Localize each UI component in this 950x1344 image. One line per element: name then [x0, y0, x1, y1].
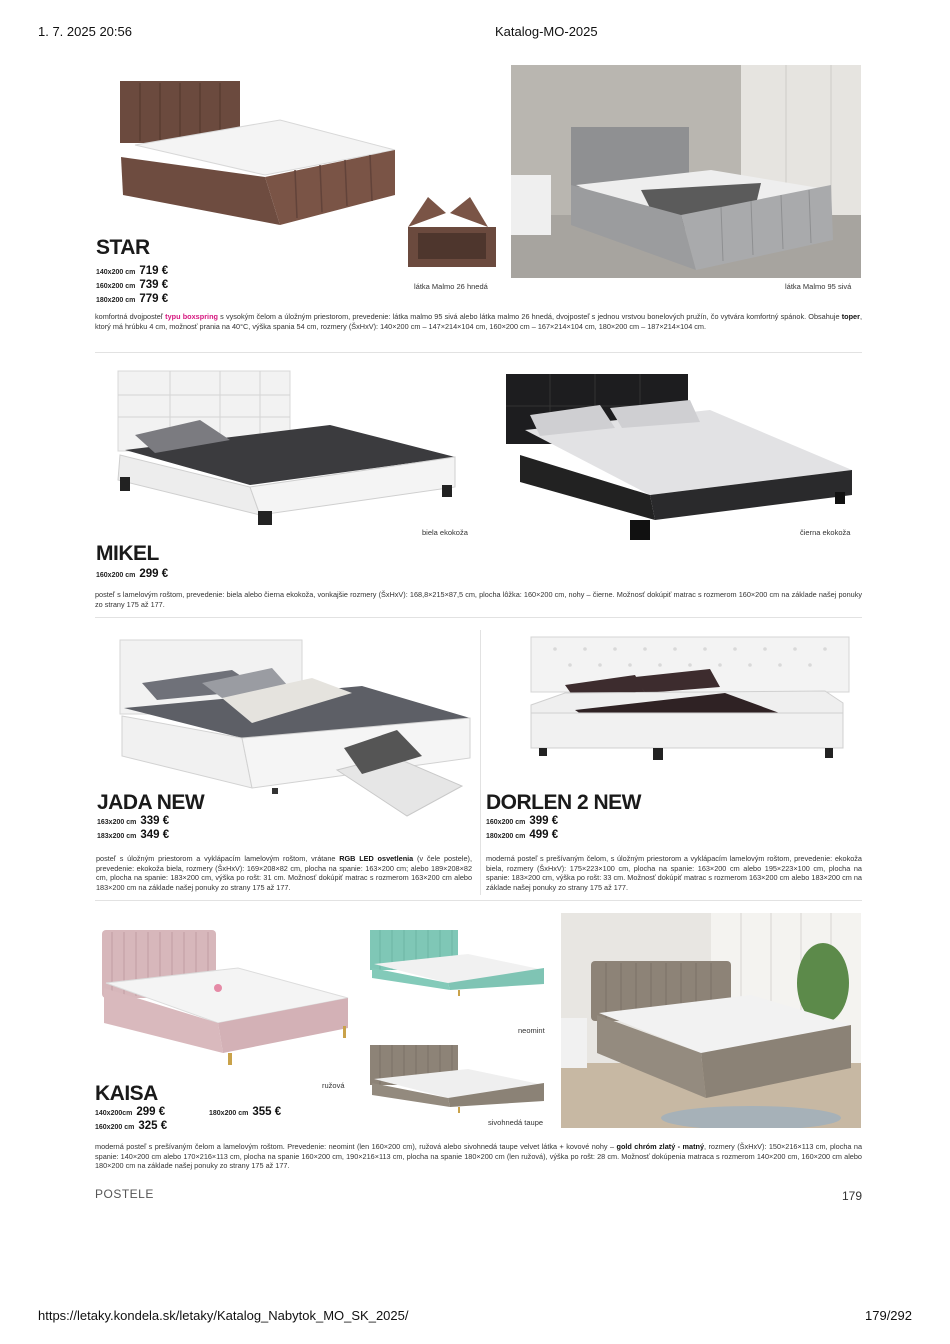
mikel-price-list [96, 568, 168, 582]
jada-title: JADA NEW [97, 791, 205, 814]
star-price-row [96, 265, 168, 279]
desc-text: (v čele postele), prevedenie: ekokoža biela, rozmery (ŠxHxV): 169×208×82 cm, plocha na spanie: 163×200 cm; alebo 189×208×82 cm, plocha na spanie: 183×200 cm, výška po rošt: 31 cm. Možnosť dokúpiť matrac s rozmerom 163×200 cm alebo 183×200 cm na základe našej ponuky zo strany 175 až 177. [96, 854, 472, 892]
desc-text: moderná posteľ s prešívaným čelom a lamelovým roštom. Prevedenie: neomint (len 160×200 cm), ružová alebo sivohnedá taupe velvet látka + kovové nohy – [95, 1142, 617, 1151]
desc-bold: gold chróm zlatý - matný [616, 1142, 705, 1151]
kaisa-bedroom-photo [561, 913, 861, 1128]
desc-text: , rozmery (ŠxHxV): 150×216×113 cm, plocha na spanie: 140×200 cm alebo 170×216×113 cm, plocha na spanie 160×200 cm, 190×216×113 cm, plocha na spanie 180×200 cm (len ružová), výška po rošt: 28 cm. Možnosť dokúpenia matraca s rozmerom 140×200 cm, 160×200 cm alebo 180×200 cm na základe našej ponuky zo strany 175 až 177. [95, 1142, 863, 1170]
price-value: 299 € [136, 1106, 166, 1118]
desc-bold: toper [841, 312, 860, 321]
star-caption-brown: látka Malmo 26 hnedá [414, 282, 488, 291]
desc-highlight: typu boxspring [165, 312, 218, 321]
price-size: 160x200 cm [96, 283, 136, 290]
jada-description [96, 854, 472, 892]
star-storage-detail-image [398, 193, 498, 271]
kaisa-price-list [95, 1106, 167, 1134]
star-grey-bedroom-photo [511, 65, 861, 278]
star-price-row [96, 279, 168, 293]
kaisa-caption-taupe: sivohnedá taupe [488, 1118, 544, 1127]
kaisa-mint-bed-image [368, 928, 548, 998]
price-size: 180x200 cm [209, 1110, 249, 1117]
desc-text: s vysokým čelom a úložným priestorom, prevedenie: látka malmo 95 sivá alebo látka malmo 26 hnedá, dvojposteľ s jednou vrstvou bonelových pružín, čo vytvára komfortný spánok. Obsahuje [217, 312, 842, 321]
price-value: 719 € [139, 265, 169, 277]
kaisa-pink-bed-image [98, 928, 353, 1068]
price-value: 299 € [139, 568, 169, 580]
section-divider [95, 617, 862, 618]
price-value: 339 € [140, 815, 170, 827]
mikel-caption-black: čierna ekokoža [800, 528, 851, 537]
star-title: STAR [96, 236, 150, 259]
price-size: 160x200 cm [486, 819, 526, 826]
price-size: 140x200 cm [96, 269, 136, 276]
mikel-black-bed-image [500, 370, 860, 545]
star-price-row [96, 293, 168, 307]
dorlen-description: moderná posteľ s prešívaným čelom, s úložným priestorom a vyklápacím lamelovým roštom, prevedenie: ekokoža biela, rozmery (ŠxHxV): 175×223×100 cm, plocha na spanie: 163×200 cm alebo 195×223×100 cm, plocha na spanie: 183×200 cm, výška po rošt: 33 cm. Možnosť dokúpiť matrac s rozmerom 163×200 cm alebo 183×200 cm na základe našej ponuky zo strany 175 až 177. [486, 854, 862, 892]
desc-text: posteľ s úložným priestorom a vyklápacím lamelovým roštom, vrátane [96, 854, 340, 863]
kaisa-price-row [95, 1106, 167, 1120]
section-label: POSTELE [95, 1187, 154, 1201]
print-page-count: 179/292 [865, 1308, 912, 1323]
page-number: 179 [842, 1189, 863, 1203]
jada-price-row [97, 815, 169, 829]
dorlen-title: DORLEN 2 NEW [486, 791, 642, 814]
price-size: 160x200 cm [95, 1124, 135, 1131]
dorlen-price-row [486, 829, 558, 843]
mikel-description: posteľ s lamelovým roštom, prevedenie: biela alebo čierna ekokoža, vonkajšie rozmery (ŠxHxV): 168,8×215×87,5 cm, plocha lôžka: 160×200 cm, nohy – čierne. Možnosť dokúpiť matrac s rozmerom 160×200 cm na základe našej ponuky zo strany 175 až 177. [95, 590, 862, 609]
jada-price-list [97, 815, 169, 843]
price-value: 349 € [140, 829, 170, 841]
dorlen-price-list [486, 815, 558, 843]
dorlen-price-row [486, 815, 558, 829]
print-datetime: 1. 7. 2025 20:56 [38, 24, 132, 39]
star-brown-bed-image [95, 75, 400, 235]
mikel-price-row [96, 568, 168, 582]
kaisa-taupe-bed-image [368, 1043, 548, 1115]
kaisa-caption-mint: neomint [518, 1026, 545, 1035]
kaisa-title: KAISA [95, 1082, 158, 1105]
price-size: 163x200 cm [97, 819, 137, 826]
jada-price-row [97, 829, 169, 843]
print-url: https://letaky.kondela.sk/letaky/Katalog_Nabytok_MO_SK_2025/ [38, 1308, 409, 1323]
price-value: 779 € [139, 293, 169, 305]
price-value: 355 € [252, 1106, 282, 1118]
mikel-caption-white: biela ekokoža [422, 528, 468, 537]
price-size: 140x200cm [95, 1110, 133, 1117]
desc-bold: RGB LED osvetlenia [339, 854, 414, 863]
star-description [95, 312, 862, 331]
print-title: Katalog-MO-2025 [495, 24, 598, 39]
kaisa-price-row [209, 1106, 281, 1120]
price-size: 183x200 cm [97, 833, 137, 840]
column-divider [480, 630, 481, 895]
desc-text: komfortná dvojposteľ [95, 312, 166, 321]
price-size: 160x200 cm [96, 572, 136, 579]
price-size: 180x200 cm [96, 297, 136, 304]
price-size: 180x200 cm [486, 833, 526, 840]
star-price-list [96, 265, 168, 307]
section-divider [95, 352, 862, 353]
mikel-white-bed-image [110, 365, 460, 530]
dorlen-bed-image [525, 635, 855, 785]
section-divider [95, 900, 862, 901]
price-value: 399 € [529, 815, 559, 827]
kaisa-price-list-extra [209, 1106, 281, 1120]
kaisa-caption-pink: ružová [322, 1081, 345, 1090]
kaisa-price-row [95, 1120, 167, 1134]
desc-text: , ktorý má hrúbku 4 cm, možnosť prania na 40°C, výška spania 54 cm, rozmery (ŠxHxV): 140×200 cm – 147×214×104 cm, 160×200 cm – 167×214×104 cm, 180×200 cm – 187×214×104 cm. [95, 312, 862, 331]
price-value: 739 € [139, 279, 169, 291]
mikel-title: MIKEL [96, 542, 159, 565]
kaisa-description [95, 1142, 862, 1171]
price-value: 325 € [138, 1120, 168, 1132]
star-caption-grey: látka Malmo 95 sivá [785, 282, 852, 291]
price-value: 499 € [529, 829, 559, 841]
